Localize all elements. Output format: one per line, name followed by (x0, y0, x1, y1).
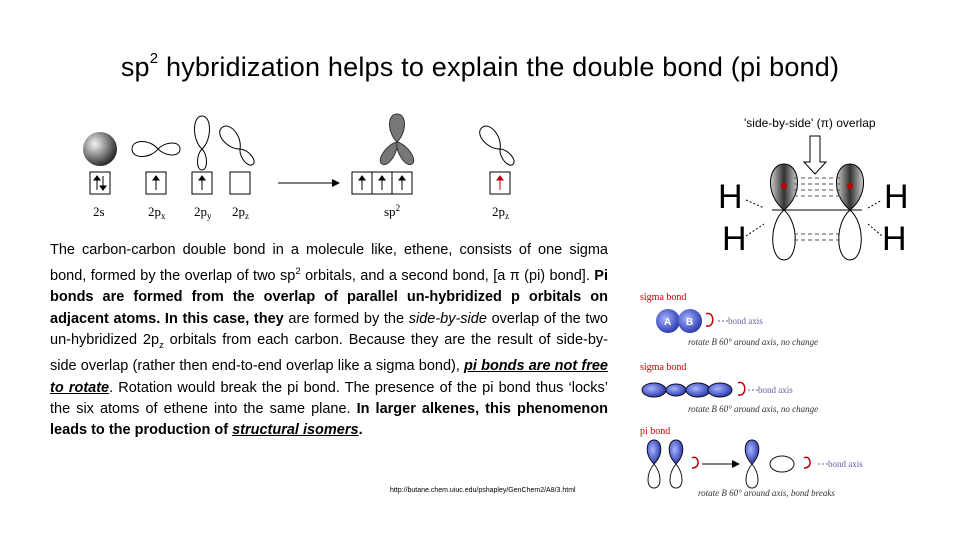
paragraph-bold-text: In larger alkenes, this phenomenon leads to the production of (50, 400, 608, 439)
bond-axis-label-2: bond axis (758, 385, 793, 395)
title-superscript: 2 (149, 50, 159, 67)
bond-axis-label-1: bond axis (728, 316, 763, 326)
paragraph-italic-text: side-by-side (408, 310, 487, 327)
orbital-label-sp2: $sp^2$ (384, 203, 401, 219)
overlap-caption: 'side-by-side' (π) overlap (744, 116, 876, 130)
title-part: sp (120, 52, 150, 82)
pz-orbital-remaining (476, 123, 518, 169)
s-orbital-sphere (83, 132, 117, 166)
pz-orbital (216, 123, 258, 169)
atom-a-label: A (664, 317, 672, 328)
source-url[interactable]: http://butane.chem.uiuc.edu/pshapley/GenChem2/A8/3.html (390, 487, 576, 494)
orbital-label-2pz: $2p_z$ (232, 204, 249, 221)
orbital-label-2s: 2s (93, 204, 105, 219)
paragraph-emphasis-text: pi bonds are not free to rotate (50, 358, 608, 396)
paragraph-text: . Rotation would break the pi bond. The presence of the pi bond thus ‘locks’ the six atoms of ethene into the same plane. (50, 379, 608, 417)
orbital-label-2py: $2p_y$ (194, 204, 212, 221)
pi-bond-title: pi bond (640, 426, 671, 437)
pi-overlap-figure (712, 112, 927, 272)
paragraph-text: are formed by the (283, 310, 409, 327)
px-orbital (132, 142, 180, 157)
rotation-caption-1: rotate B 60° around axis, no change (688, 337, 819, 347)
down-arrow-icon (804, 136, 826, 174)
title-part: hybridization helps to explain the double bond (pi bond) (158, 52, 840, 82)
paragraph-text: The carbon-carbon double bond in a molecule like, ethene, consists of one sigma bond, formed by the overlap of two sp (50, 242, 608, 285)
orbital-hybridization-figure (82, 112, 530, 224)
paragraph-text: orbitals from each carbon. Because they are the result of side-by-side overlap (rather then end-to-end overlap like a sigma bond), (50, 332, 608, 375)
paragraph-superscript: 2 (295, 266, 301, 278)
orbital-label-2pz-remaining: $2p_z$ (492, 204, 509, 221)
py-orbital (195, 116, 210, 170)
hydrogen-atom-top-left: H (718, 178, 743, 216)
bond-rotation-figure (632, 288, 942, 500)
hydrogen-atom-bottom-left: H (722, 220, 747, 258)
paragraph-text: orbitals, and a second bond, [a π (pi) bond]. (300, 268, 595, 285)
slide-title (0, 52, 960, 83)
sigma-bond-title-1: sigma bond (640, 292, 687, 303)
paragraph-text: overlap of the two un-hybridized 2p (50, 310, 608, 349)
paragraph-subscript: z (159, 339, 164, 351)
sp2-orbitals (380, 114, 413, 165)
paragraph-bold-text: . (358, 422, 363, 439)
atom-b-label: B (686, 317, 694, 328)
hydrogen-atom-bottom-right: H (882, 220, 907, 258)
sigma-bond-title-2: sigma bond (640, 362, 687, 373)
hydrogen-atom-top-right: H (884, 178, 909, 216)
paragraph-bold-text: Pi bonds are formed from the overlap of parallel un-hybridized p orbitals on adjacent atoms. In this case, they (50, 268, 608, 327)
rotation-caption-3: rotate B 60° around axis, bond breaks (698, 488, 835, 498)
bond-axis-label-3: bond axis (828, 459, 863, 469)
paragraph-emphasis-text: structural isomers (232, 422, 359, 439)
orbital-label-2px: $2p_x$ (148, 204, 166, 221)
rotation-caption-2: rotate B 60° around axis, no change (688, 404, 819, 414)
explanation-paragraph (50, 240, 608, 441)
